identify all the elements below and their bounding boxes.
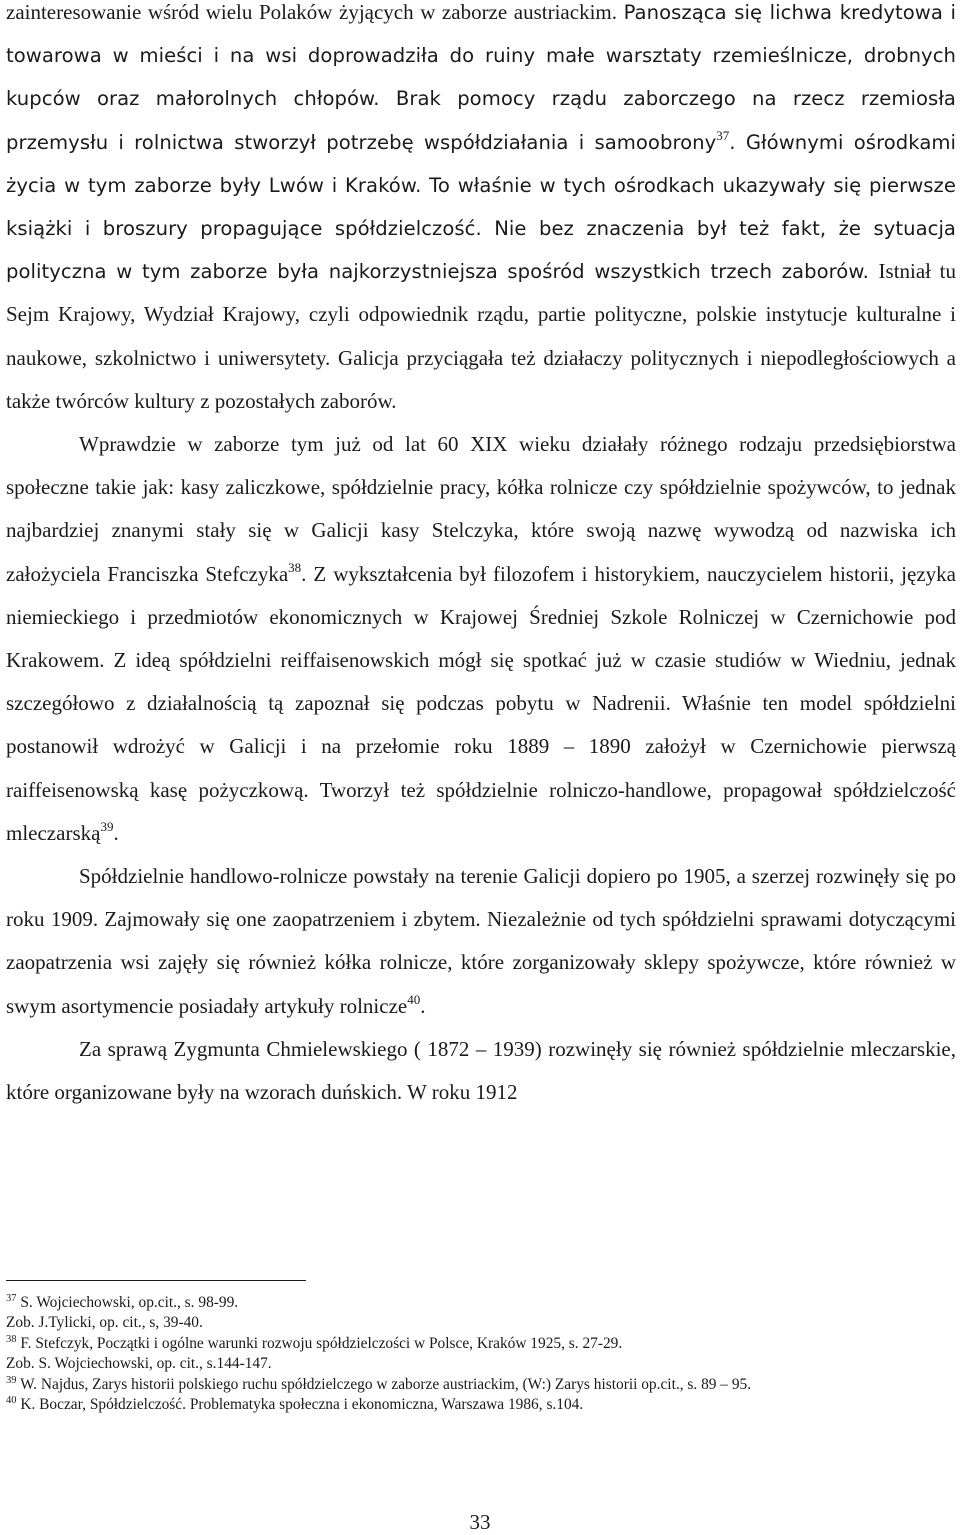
paragraph xyxy=(6,423,956,855)
footnote-text: Zob. S. Wojciechowski, op. cit., s.144-147. xyxy=(6,1355,272,1373)
paragraph xyxy=(6,1028,956,1114)
paragraph xyxy=(6,0,956,423)
text-run: Wprawdzie w zaborze tym już od lat 60 XIX wieku działały różnego rodzaju przedsiębiorstwa społeczne takie jak: kasy zaliczkowe, spółdzielnie pracy, kółka rolnicze czy spółdzielnie spożywców, to jednak najbardziej znanymi stały się w Galicji kasy Stelczyka, które swoją nazwę wywodzą od nazwiska ich założyciela Franciszka Stefczyka xyxy=(6,432,956,586)
text-run: . xyxy=(113,820,119,845)
footnote-reference: 39 xyxy=(100,818,114,834)
footnote-reference: 37 xyxy=(716,127,730,143)
text-run: zainteresowanie wśród wielu Polaków żyjących w zaborze austriackim. xyxy=(6,0,624,24)
text-run: . Głównymi ośrodkami życia w tym zaborze były Lwów i Kraków. To właśnie w tych ośrodkach ukazywały się pierwsze książki i broszury propagujące spółdzielczość. Nie bez znaczenia był też fakt, że sytuacja polityczna w tym zaborze była najkorzystniejsza spośród wszystkich trzech zaborów. xyxy=(6,130,957,284)
footnote xyxy=(6,1375,956,1395)
footnote xyxy=(6,1354,956,1374)
footnote xyxy=(6,1313,956,1333)
text-run: . xyxy=(420,993,426,1018)
text-run: Panosząca się lichwa kredytowa i towarowa w mieści i na wsi doprowadziła do ruiny małe warsztaty rzemieślnicze, drobnych kupców oraz małorolnych chłopów. Brak pomocy rządu zaborczego na rzecz rzemiosła przemysłu i rolnictwa stworzył potrzebę współdziałania i samoobrony xyxy=(6,1,956,154)
footnote-text: Zob. J.Tylicki, op. cit., s, 39-40. xyxy=(6,1314,203,1332)
document-page xyxy=(6,0,956,1114)
body-text xyxy=(6,0,956,1114)
footnote-text: W. Najdus, Zarys historii polskiego ruchu spółdzielczego w zaborze austriackim, (W:) Zarys historii op.cit., s. 89 – 95. xyxy=(16,1375,752,1393)
text-run: Istniał tu Sejm Krajowy, Wydział Krajowy, czyli odpowiednik rządu, partie polityczne, polskie instytucje kulturalne i naukowe, szkolnictwo i uniwersytety. Galicja przyciągała też działaczy politycznych i niepodległościowych a także twórców kultury z pozostałych zaborów. xyxy=(6,259,956,413)
page-number: 33 xyxy=(469,1510,491,1534)
footnote xyxy=(6,1293,956,1313)
footnote-number: 40 xyxy=(6,1395,17,1407)
text-run: Za sprawą Zygmunta Chmielewskiego ( 1872 – 1939) rozwinęły się również spółdzielnie mleczarskie, które organizowane były na wzorach duńskich. W roku 1912 xyxy=(6,1036,956,1105)
footnotes xyxy=(6,1293,956,1415)
footnote-number: 39 xyxy=(6,1374,17,1386)
paragraph xyxy=(6,855,956,1028)
footnote-text: S. Wojciechowski, op.cit., s. 98-99. xyxy=(16,1294,239,1311)
footnote-text: F. Stefczyk, Początki i ogólne warunki rozwoju spółdzielczości w Polsce, Kraków 1925, s. 27-29. xyxy=(16,1334,623,1352)
text-run: . Z wykształcenia był filozofem i historykiem, nauczycielem historii, języka niemieckiego i przedmiotów ekonomicznych w Krajowej Średniej Szkole Rolniczej w Czernichowie pod Krakowem. Z ideą spółdzielni reiffaisenowskich mógł się spotkać już w czasie studiów w Wiedniu, jednak szczegółowo z działalnością tą zapoznał się podczas pobytu w Nadrenii. Właśnie ten model spółdzielni postanowił wdrożyć w Galicji i na przełomie roku 1889 – 1890 założył w Czernichowie pierwszą raiffeisenowską kasę pożyczkową. Tworzył też spółdzielnie rolniczo-handlowe, propagował spółdzielczość mleczarską xyxy=(6,561,956,845)
footnote-separator xyxy=(6,1280,306,1281)
footnote-text: K. Boczar, Spółdzielczość. Problematyka społeczna i ekonomiczna, Warszawa 1986, s.104. xyxy=(16,1396,584,1414)
footnote xyxy=(6,1395,956,1415)
text-run: Spółdzielnie handlowo-rolnicze powstały na terenie Galicji dopiero po 1905, a szerzej rozwinęły się po roku 1909. Zajmowały się one zaopatrzeniem i zbytem. Niezależnie od tych spółdzielni sprawami dotyczącymi zaopatrzenia wsi zajęły się również kółka rolnicze, które zorganizowały sklepy spożywcze, które również w swym asortymencie posiadały artykuły rolnicze xyxy=(6,864,956,1018)
footnote-number: 37 xyxy=(6,1293,17,1304)
footnote-number: 38 xyxy=(6,1333,17,1345)
footnote xyxy=(6,1334,956,1354)
footnote-reference: 40 xyxy=(407,991,421,1007)
footnote-reference: 38 xyxy=(288,559,302,575)
